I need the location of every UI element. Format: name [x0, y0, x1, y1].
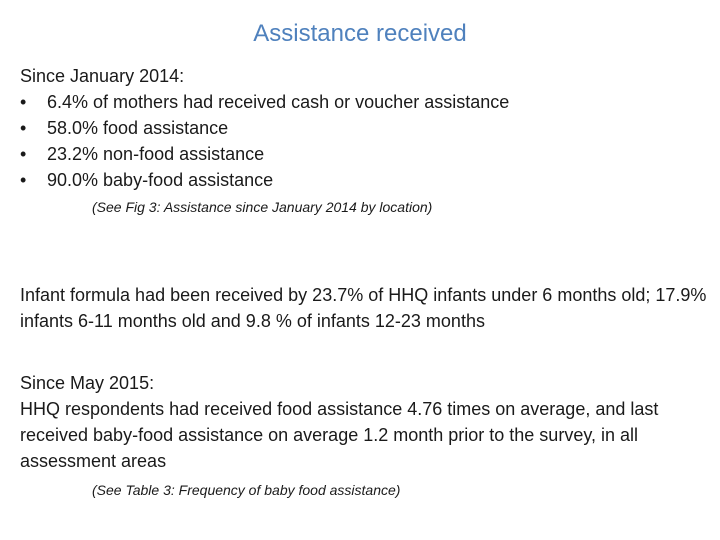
infant-formula-text: Infant formula had been received by 23.7% of HHQ infants under 6 months old; 17.9% infants 6-11 months old and 9.8 % of infants 12-23 months — [20, 285, 707, 331]
frequency-text: HHQ respondents had received food assistance 4.76 times on average, and last received baby-food assistance on average 1.2 month prior to the survey, in all assessment areas — [20, 399, 659, 471]
assistance-since-2015-section — [20, 370, 710, 500]
infant-formula-section — [20, 282, 710, 334]
section-lead: Since January 2014: — [20, 66, 185, 86]
bullet-text: 90.0% baby-food assistance — [47, 170, 274, 190]
assistance-bullet-list — [20, 89, 710, 193]
figure-reference: (See Fig 3: Assistance since January 2014 by location) — [92, 199, 433, 215]
section-lead: Since May 2015: — [20, 373, 155, 393]
table-reference: (See Table 3: Frequency of baby food assistance) — [92, 482, 401, 498]
bullet-icon: • — [20, 144, 27, 164]
bullet-text: 6.4% of mothers had received cash or voucher assistance — [47, 92, 510, 112]
bullet-text: 58.0% food assistance — [47, 118, 229, 138]
bullet-icon: • — [20, 118, 27, 138]
bullet-item — [20, 141, 710, 167]
bullet-icon: • — [20, 92, 27, 112]
bullet-item — [20, 89, 710, 115]
bullet-item — [20, 115, 710, 141]
slide-title: Assistance received — [253, 20, 467, 47]
bullet-icon: • — [20, 170, 27, 190]
bullet-text: 23.2% non-food assistance — [47, 144, 265, 164]
bullet-item — [20, 167, 710, 193]
assistance-since-2014-section — [20, 63, 710, 217]
